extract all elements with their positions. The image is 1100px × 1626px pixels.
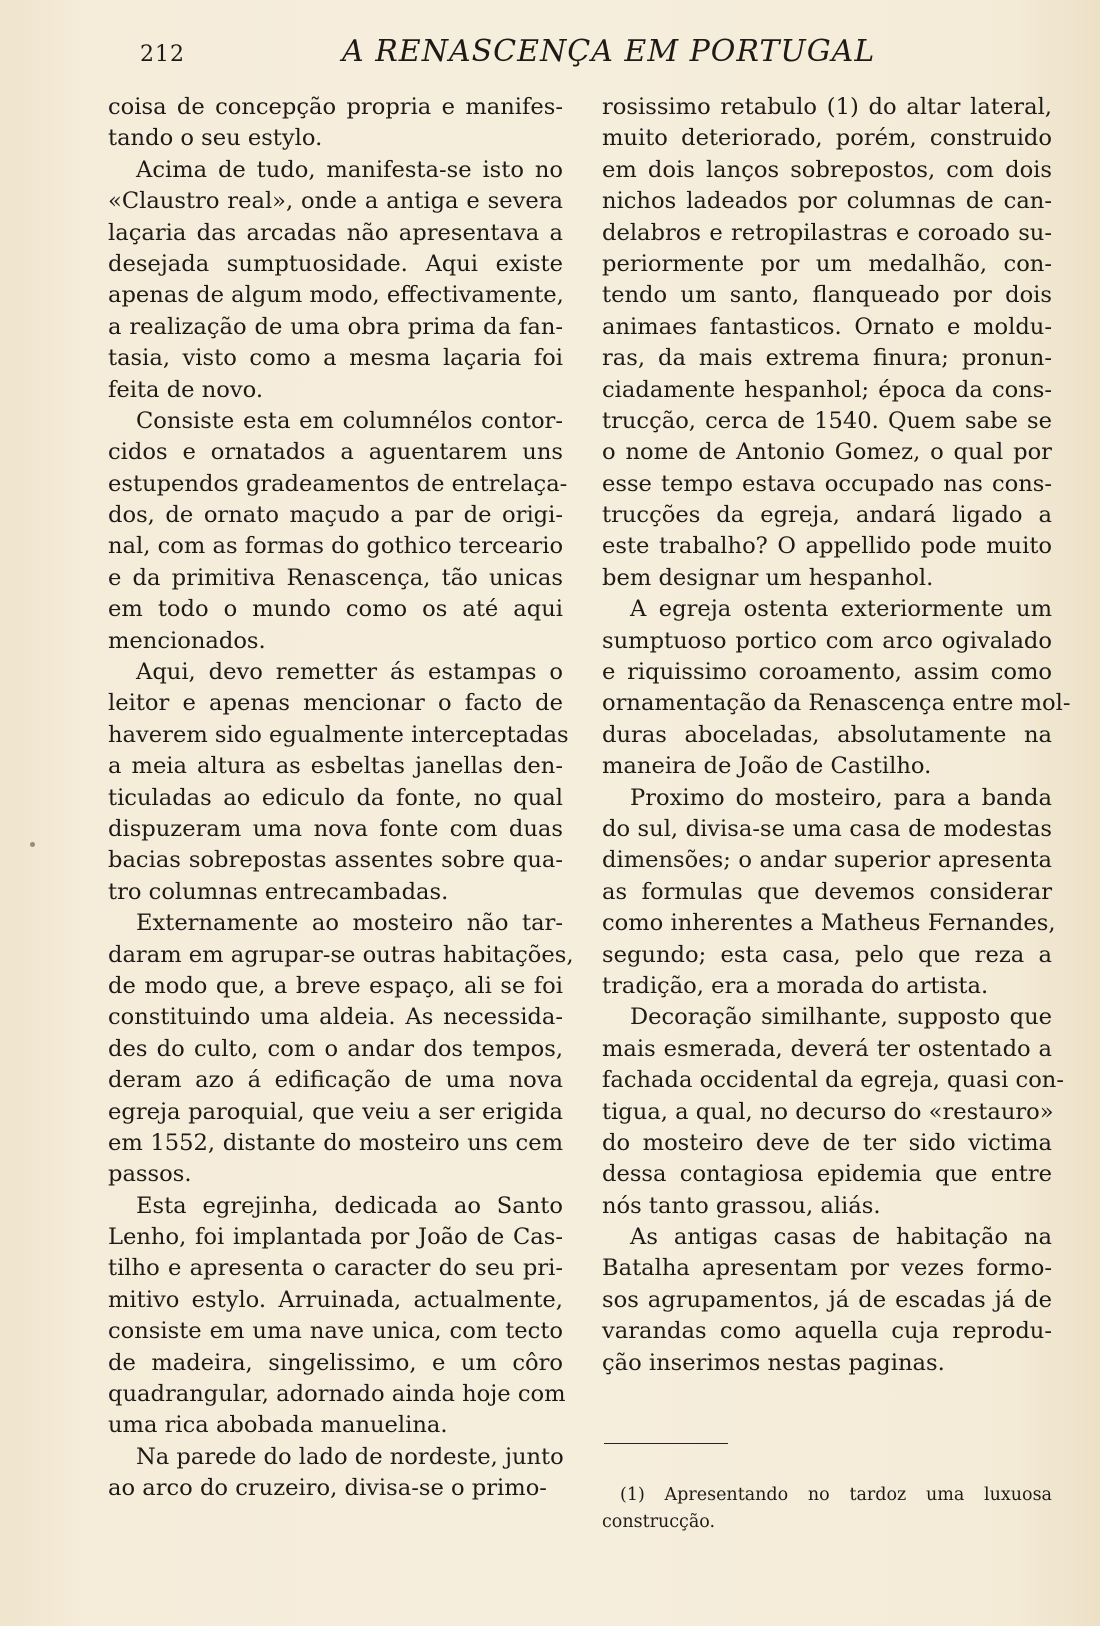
- right-text-column: [602, 92, 1071, 1379]
- text-line: Aqui, devo remetter ás estampas o: [136, 659, 563, 686]
- text-line: ticuladas ao ediculo da fonte, no qual: [108, 784, 563, 811]
- text-line: mencionados.: [108, 627, 266, 654]
- text-line: nichos ladeados por columnas de can-: [602, 188, 1052, 215]
- text-line: cidos e ornatados a aguentarem uns: [108, 439, 563, 466]
- text-line: consiste em uma nave unica, com tecto: [108, 1318, 563, 1345]
- text-line: egreja paroquial, que veiu a ser erigida: [108, 1098, 563, 1125]
- text-line: deram azo á edificação de uma nova: [108, 1067, 563, 1094]
- footnote-line: construcção.: [602, 1512, 716, 1532]
- text-line: duras aboceladas, absolutamente na: [602, 721, 1052, 748]
- text-line: a meia altura as esbeltas janellas den-: [108, 753, 563, 780]
- text-line: quadrangular, adornado ainda hoje com: [108, 1381, 566, 1408]
- text-line: Proximo do mosteiro, para a banda: [630, 784, 1052, 811]
- text-line: trucções da egreja, andará ligado a: [602, 502, 1052, 529]
- text-line: o nome de Antonio Gomez, o qual por: [602, 439, 1052, 466]
- text-line: e riquissimo coroamento, assim como: [602, 659, 1052, 686]
- text-line: ção inserimos nestas paginas.: [602, 1349, 945, 1376]
- text-line: A egreja ostenta exteriormente um: [630, 596, 1052, 623]
- text-line: apenas de algum modo, effectivamente,: [108, 282, 564, 309]
- text-line: tendo um santo, flanqueado por dois: [602, 282, 1052, 309]
- left-text-column: [108, 92, 574, 1505]
- text-line: laçaria das arcadas não apresentava a: [108, 219, 563, 246]
- text-line: segundo; esta casa, pelo que reza a: [602, 941, 1052, 968]
- text-line: leitor e apenas mencionar o facto de: [108, 690, 563, 717]
- text-line: maneira de João de Castilho.: [602, 753, 932, 780]
- text-line: ras, da mais extrema finura; pronun-: [602, 345, 1052, 372]
- text-line: e da primitiva Renascença, tão unicas: [108, 564, 563, 591]
- text-line: bem designar um hespanhol.: [602, 564, 934, 591]
- text-line: nal, com as formas do gothico terceario: [108, 533, 564, 560]
- text-line: coisa de concepção propria e manifes-: [108, 94, 563, 120]
- text-line: haverem sido egualmente interceptadas: [108, 721, 569, 748]
- text-line: ciadamente hespanhol; época da cons-: [602, 376, 1052, 403]
- text-line: de madeira, singelissimo, e um côro: [108, 1349, 563, 1376]
- text-line: feita de novo.: [108, 376, 264, 403]
- text-line: dessa contagiosa epidemia que entre: [602, 1161, 1052, 1188]
- text-line: como inherentes a Matheus Fernandes,: [602, 910, 1056, 937]
- text-line: tando o seu estylo.: [108, 125, 323, 152]
- text-line: Na parede do lado de nordeste, junto: [136, 1443, 564, 1470]
- text-line: sumptuoso portico com arco ogivalado: [602, 627, 1052, 654]
- paper-speck: [30, 842, 35, 847]
- footnote: [602, 1482, 1052, 1536]
- text-line: tro columnas entrecambadas.: [108, 878, 449, 905]
- text-line: tigua, a qual, no decurso do «restauro»: [602, 1098, 1054, 1125]
- text-line: fachada occidental da egreja, quasi con-: [602, 1067, 1064, 1094]
- text-line: desejada sumptuosidade. Aqui existe: [108, 250, 563, 277]
- text-line: Batalha apresentam por vezes formo-: [602, 1255, 1052, 1282]
- text-line: «Claustro real», onde a antiga e severa: [108, 188, 563, 215]
- text-line: ornamentação da Renascença entre mol-: [602, 690, 1071, 717]
- text-line: dos, de ornato maçudo a par de origi-: [108, 502, 563, 529]
- text-line: muito deteriorado, porém, construido: [602, 125, 1052, 152]
- text-line: em 1552, distante do mosteiro uns cem: [108, 1129, 563, 1156]
- text-line: Esta egrejinha, dedicada ao Santo: [136, 1192, 563, 1219]
- text-line: as formulas que devemos considerar: [602, 878, 1052, 905]
- text-line: dimensões; o andar superior apresenta: [602, 847, 1052, 874]
- text-line: em dois lanços sobrepostos, com dois: [602, 156, 1052, 183]
- text-line: trucção, cerca de 1540. Quem sabe se: [602, 407, 1052, 434]
- text-line: mais esmerada, deverá ter ostentado a: [602, 1035, 1052, 1062]
- text-line: periormente por um medalhão, con-: [602, 250, 1052, 277]
- text-line: a realização de uma obra prima da fan-: [108, 313, 563, 340]
- page-header: [112, 34, 1052, 74]
- text-line: constituindo uma aldeia. As necessida-: [108, 1004, 563, 1031]
- text-line: sos agrupamentos, já de escadas já de: [602, 1286, 1052, 1313]
- text-line: de modo que, a breve espaço, ali se foi: [108, 972, 563, 999]
- text-line: do sul, divisa-se uma casa de modestas: [602, 815, 1052, 842]
- text-line: Lenho, foi implantada por João de Cas-: [108, 1224, 563, 1251]
- text-line: animaes fantasticos. Ornato e moldu-: [602, 313, 1052, 340]
- text-line: ao arco do cruzeiro, divisa-se o primo-: [108, 1475, 547, 1502]
- text-line: Consiste esta em columnélos contor-: [136, 407, 563, 434]
- footnote-line: (1) Apresentando no tardoz uma luxuosa: [620, 1485, 1052, 1505]
- footnote-separator: [604, 1443, 728, 1444]
- text-line: tradição, era a morada do artista.: [602, 972, 989, 999]
- text-line: esse tempo estava occupado nas cons-: [602, 470, 1052, 497]
- text-line: estupendos gradeamentos de entrelaça-: [108, 470, 568, 497]
- text-line: passos.: [108, 1161, 192, 1188]
- text-line: dispuzeram uma nova fonte com duas: [108, 815, 563, 842]
- text-line: bacias sobrepostas assentes sobre qua-: [108, 847, 563, 874]
- text-line: Acima de tudo, manifesta-se isto no: [136, 156, 563, 183]
- text-line: Externamente ao mosteiro não tar-: [136, 910, 563, 937]
- text-line: em todo o mundo como os até aqui: [108, 596, 563, 623]
- text-line: tilho e apresenta o caracter do seu pri-: [108, 1255, 563, 1282]
- text-line: uma rica abobada manuelina.: [108, 1412, 448, 1439]
- text-line: mitivo estylo. Arruinada, actualmente,: [108, 1286, 563, 1313]
- page-number: 212: [140, 42, 185, 67]
- text-line: des do culto, com o andar dos tempos,: [108, 1035, 563, 1062]
- text-line: Decoração similhante, supposto que: [630, 1004, 1052, 1031]
- text-line: daram em agrupar-se outras habitações,: [108, 941, 574, 968]
- text-line: delabros e retropilastras e coroado su-: [602, 219, 1052, 246]
- text-line: este trabalho? O appellido pode muito: [602, 533, 1052, 560]
- text-line: do mosteiro deve de ter sido victima: [602, 1129, 1052, 1156]
- text-line: rosissimo retabulo (1) do altar lateral,: [602, 94, 1052, 120]
- text-line: tasia, visto como a mesma laçaria foi: [108, 345, 563, 372]
- text-line: varandas como aquella cuja reprodu-: [602, 1318, 1052, 1345]
- running-title: A RENASCENÇA EM PORTUGAL: [342, 34, 876, 69]
- text-line: As antigas casas de habitação na: [630, 1224, 1052, 1251]
- text-line: nós tanto grassou, aliás.: [602, 1192, 881, 1219]
